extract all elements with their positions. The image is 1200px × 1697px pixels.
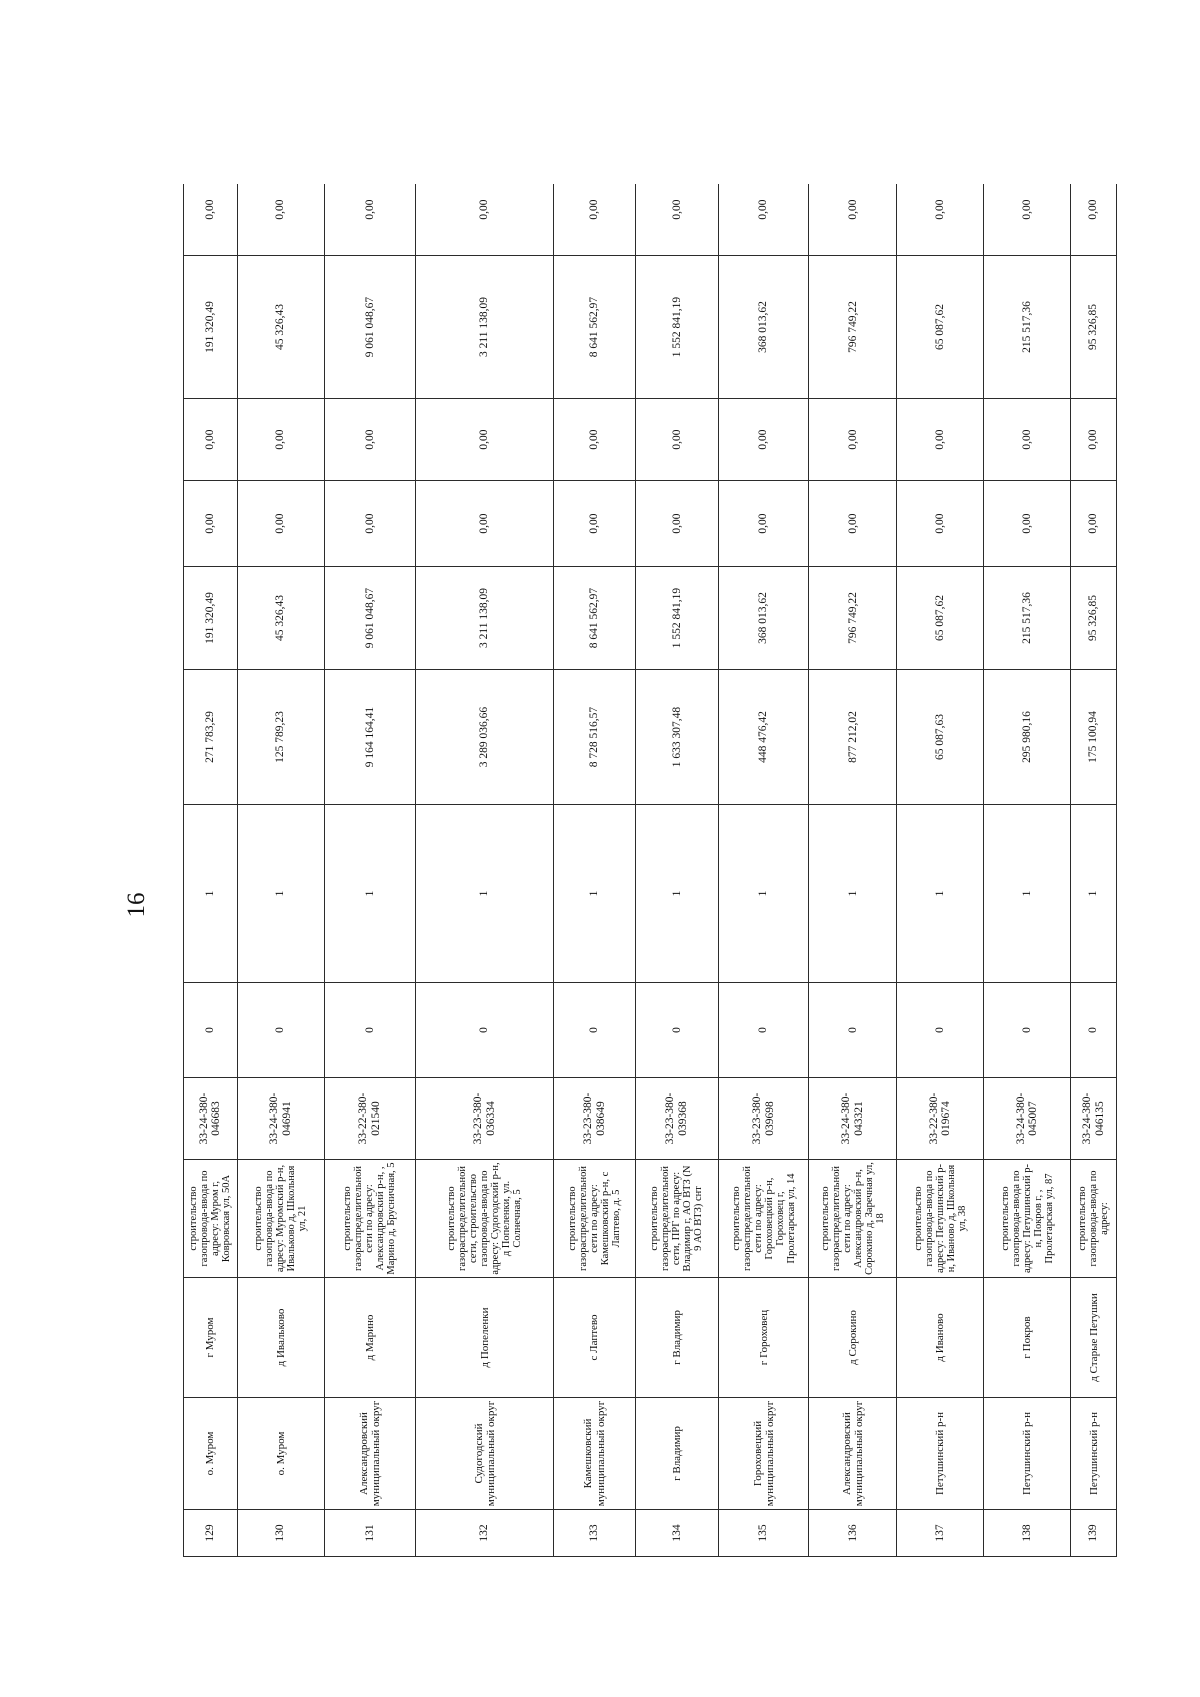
count-cell: 1 [237, 805, 324, 983]
zero-amount-cell: 0,00 [1071, 184, 1117, 256]
zero-amount-cell: 0,00 [554, 481, 635, 567]
zero-cell: 0 [237, 983, 324, 1078]
amount-cell: 215 517,36 [984, 567, 1071, 670]
table-row [324, 184, 415, 1557]
zero-amount-cell: 0,00 [237, 184, 324, 256]
contract-number-cell: 33-24-380-046941 [237, 1078, 324, 1160]
count-cell: 1 [184, 805, 238, 983]
table-row [237, 184, 324, 1557]
locality-cell: с Лаптево [554, 1278, 635, 1398]
total-cost-cell: 125 789,23 [237, 670, 324, 805]
zero-amount-cell: 0,00 [897, 399, 984, 481]
contract-number-cell: 33-22-380-019674 [897, 1078, 984, 1160]
count-cell: 1 [809, 805, 897, 983]
zero-amount-cell: 0,00 [324, 481, 415, 567]
total-cost-cell: 295 980,16 [984, 670, 1071, 805]
district-cell: Петушинский р-н [897, 1398, 984, 1510]
contract-number-cell: 33-23-380-039698 [719, 1078, 809, 1160]
amount-cell: 191 320,49 [184, 256, 238, 399]
row-number-cell: 130 [237, 1510, 324, 1557]
zero-amount-cell: 0,00 [416, 184, 554, 256]
locality-cell: г Муром [184, 1278, 238, 1398]
row-number-cell: 138 [984, 1510, 1071, 1557]
table-row [984, 184, 1071, 1557]
description-cell: строительство газопровода-ввода по адресу: Петушинский р-н, Покров г, , Пролетарская ул, 87 [984, 1160, 1071, 1278]
table-row [554, 184, 635, 1557]
amount-cell: 1 552 841,19 [635, 567, 718, 670]
locality-cell: д Старые Петушки [1071, 1278, 1117, 1398]
row-number-cell: 139 [1071, 1510, 1117, 1557]
zero-amount-cell: 0,00 [984, 184, 1071, 256]
locality-cell: г Покров [984, 1278, 1071, 1398]
district-cell: Петушинский р-н [1071, 1398, 1117, 1510]
description-cell: строительство газораспределительной сети, строительство газопровода-ввода по адресу: Судогодский р-н, д Попеленки, ул. Солнечная, 5 [416, 1160, 554, 1278]
amount-cell: 45 326,43 [237, 256, 324, 399]
count-cell: 1 [554, 805, 635, 983]
description-cell: строительство газораспределительной сети по адресу: Камешковский р-н, с Лаптево, д. 5 [554, 1160, 635, 1278]
zero-cell: 0 [416, 983, 554, 1078]
contract-number-cell: 33-23-380-038649 [554, 1078, 635, 1160]
row-number-cell: 134 [635, 1510, 718, 1557]
contract-number-cell: 33-24-380-046683 [184, 1078, 238, 1160]
amount-cell: 796 749,22 [809, 256, 897, 399]
description-cell: строительство газораспределительной сети по адресу: Александровский р-н, Сорокино д, Заречная ул, 18 [809, 1160, 897, 1278]
district-cell: Александровский муниципальный округ [324, 1398, 415, 1510]
zero-amount-cell: 0,00 [416, 481, 554, 567]
zero-amount-cell: 0,00 [984, 399, 1071, 481]
zero-cell: 0 [324, 983, 415, 1078]
zero-amount-cell: 0,00 [554, 184, 635, 256]
locality-cell: д Попеленки [416, 1278, 554, 1398]
amount-cell: 45 326,43 [237, 567, 324, 670]
count-cell: 1 [324, 805, 415, 983]
zero-amount-cell: 0,00 [809, 481, 897, 567]
zero-amount-cell: 0,00 [237, 481, 324, 567]
locality-cell: д Марино [324, 1278, 415, 1398]
zero-cell: 0 [809, 983, 897, 1078]
zero-cell: 0 [984, 983, 1071, 1078]
amount-cell: 796 749,22 [809, 567, 897, 670]
zero-amount-cell: 0,00 [719, 481, 809, 567]
amount-cell: 95 326,85 [1071, 567, 1117, 670]
amount-cell: 8 641 562,97 [554, 256, 635, 399]
zero-amount-cell: 0,00 [324, 399, 415, 481]
description-cell: строительство газораспределительной сети по адресу: Гороховецкий р-н, Гороховец г, Пролетарская ул, 14 [719, 1160, 809, 1278]
contract-number-cell: 33-24-380-046135 [1071, 1078, 1117, 1160]
zero-cell: 0 [184, 983, 238, 1078]
description-cell: строительство газопровода-ввода по адресу: Муромский р-н, Ивальково д, Школьная ул, 21 [237, 1160, 324, 1278]
zero-amount-cell: 0,00 [554, 399, 635, 481]
zero-amount-cell: 0,00 [324, 184, 415, 256]
zero-amount-cell: 0,00 [809, 399, 897, 481]
amount-cell: 65 087,62 [897, 567, 984, 670]
locality-cell: д Сорокино [809, 1278, 897, 1398]
zero-amount-cell: 0,00 [635, 399, 718, 481]
locality-cell: д Ивальково [237, 1278, 324, 1398]
zero-amount-cell: 0,00 [237, 399, 324, 481]
district-cell: о. Муром [184, 1398, 238, 1510]
zero-amount-cell: 0,00 [635, 481, 718, 567]
amount-cell: 65 087,62 [897, 256, 984, 399]
contract-number-cell: 33-24-380-045007 [984, 1078, 1071, 1160]
amount-cell: 9 061 048,67 [324, 256, 415, 399]
row-number-cell: 129 [184, 1510, 238, 1557]
amount-cell: 3 211 138,09 [416, 567, 554, 670]
zero-cell: 0 [554, 983, 635, 1078]
amount-cell: 9 061 048,67 [324, 567, 415, 670]
count-cell: 1 [984, 805, 1071, 983]
amount-cell: 3 211 138,09 [416, 256, 554, 399]
zero-amount-cell: 0,00 [719, 184, 809, 256]
district-cell: Судогодский муниципальный округ [416, 1398, 554, 1510]
zero-amount-cell: 0,00 [184, 481, 238, 567]
zero-amount-cell: 0,00 [184, 184, 238, 256]
amount-cell: 95 326,85 [1071, 256, 1117, 399]
district-cell: Камешковский муниципальный округ [554, 1398, 635, 1510]
total-cost-cell: 175 100,94 [1071, 670, 1117, 805]
total-cost-cell: 8 728 516,57 [554, 670, 635, 805]
zero-amount-cell: 0,00 [809, 184, 897, 256]
contract-number-cell: 33-24-380-043321 [809, 1078, 897, 1160]
total-cost-cell: 1 633 307,48 [635, 670, 718, 805]
amount-cell: 215 517,36 [984, 256, 1071, 399]
count-cell: 1 [719, 805, 809, 983]
zero-cell: 0 [719, 983, 809, 1078]
amount-cell: 191 320,49 [184, 567, 238, 670]
contract-number-cell: 33-23-380-036334 [416, 1078, 554, 1160]
table-row [719, 184, 809, 1557]
table-row [809, 184, 897, 1557]
count-cell: 1 [897, 805, 984, 983]
zero-amount-cell: 0,00 [1071, 481, 1117, 567]
zero-cell: 0 [897, 983, 984, 1078]
contract-number-cell: 33-22-380-021540 [324, 1078, 415, 1160]
locality-cell: д Иваново [897, 1278, 984, 1398]
total-cost-cell: 9 164 164,41 [324, 670, 415, 805]
row-number-cell: 131 [324, 1510, 415, 1557]
zero-amount-cell: 0,00 [897, 184, 984, 256]
contract-number-cell: 33-23-380-039368 [635, 1078, 718, 1160]
total-cost-cell: 877 212,02 [809, 670, 897, 805]
count-cell: 1 [635, 805, 718, 983]
data-table [183, 184, 1117, 1557]
district-cell: Гороховецкий муниципальный округ [719, 1398, 809, 1510]
zero-amount-cell: 0,00 [984, 481, 1071, 567]
row-number-cell: 137 [897, 1510, 984, 1557]
zero-amount-cell: 0,00 [184, 399, 238, 481]
district-cell: Петушинский р-н [984, 1398, 1071, 1510]
document-table-area [183, 184, 1117, 1557]
locality-cell: г Гороховец [719, 1278, 809, 1398]
table-row [416, 184, 554, 1557]
table-row [184, 184, 238, 1557]
zero-amount-cell: 0,00 [719, 399, 809, 481]
count-cell: 1 [416, 805, 554, 983]
district-cell: о. Муром [237, 1398, 324, 1510]
table-row [1071, 184, 1117, 1557]
description-cell: строительство газопровода-ввода по адресу: Муром г, Ковровская ул, 50А [184, 1160, 238, 1278]
table-row [635, 184, 718, 1557]
zero-amount-cell: 0,00 [635, 184, 718, 256]
description-cell: строительство газопровода-ввода по адресу: [1071, 1160, 1117, 1278]
locality-cell: г Владимир [635, 1278, 718, 1398]
row-number-cell: 133 [554, 1510, 635, 1557]
count-cell: 1 [1071, 805, 1117, 983]
table-row [897, 184, 984, 1557]
zero-cell: 0 [1071, 983, 1117, 1078]
row-number-cell: 136 [809, 1510, 897, 1557]
amount-cell: 1 552 841,19 [635, 256, 718, 399]
description-cell: строительство газопровода-ввода по адресу: Петушинский р-н, Иваново д, Школьная ул, 38 [897, 1160, 984, 1278]
amount-cell: 368 013,62 [719, 567, 809, 670]
description-cell: строительство газораспределительной сети, ПРГ по адресу: Владимир г, АО ВТЗ (N 9 АО ВТЗ) снт [635, 1160, 718, 1278]
district-cell: г Владимир [635, 1398, 718, 1510]
zero-amount-cell: 0,00 [416, 399, 554, 481]
district-cell: Александровский муниципальный округ [809, 1398, 897, 1510]
zero-cell: 0 [635, 983, 718, 1078]
zero-amount-cell: 0,00 [1071, 399, 1117, 481]
total-cost-cell: 3 289 036,66 [416, 670, 554, 805]
row-number-cell: 132 [416, 1510, 554, 1557]
zero-amount-cell: 0,00 [897, 481, 984, 567]
row-number-cell: 135 [719, 1510, 809, 1557]
total-cost-cell: 448 476,42 [719, 670, 809, 805]
amount-cell: 8 641 562,97 [554, 567, 635, 670]
total-cost-cell: 271 783,29 [184, 670, 238, 805]
description-cell: строительство газораспределительной сети по адресу: Александровский р-н, , Марино д, Брусничная, 5 [324, 1160, 415, 1278]
amount-cell: 368 013,62 [719, 256, 809, 399]
page-number: 16 [123, 892, 150, 918]
total-cost-cell: 65 087,63 [897, 670, 984, 805]
